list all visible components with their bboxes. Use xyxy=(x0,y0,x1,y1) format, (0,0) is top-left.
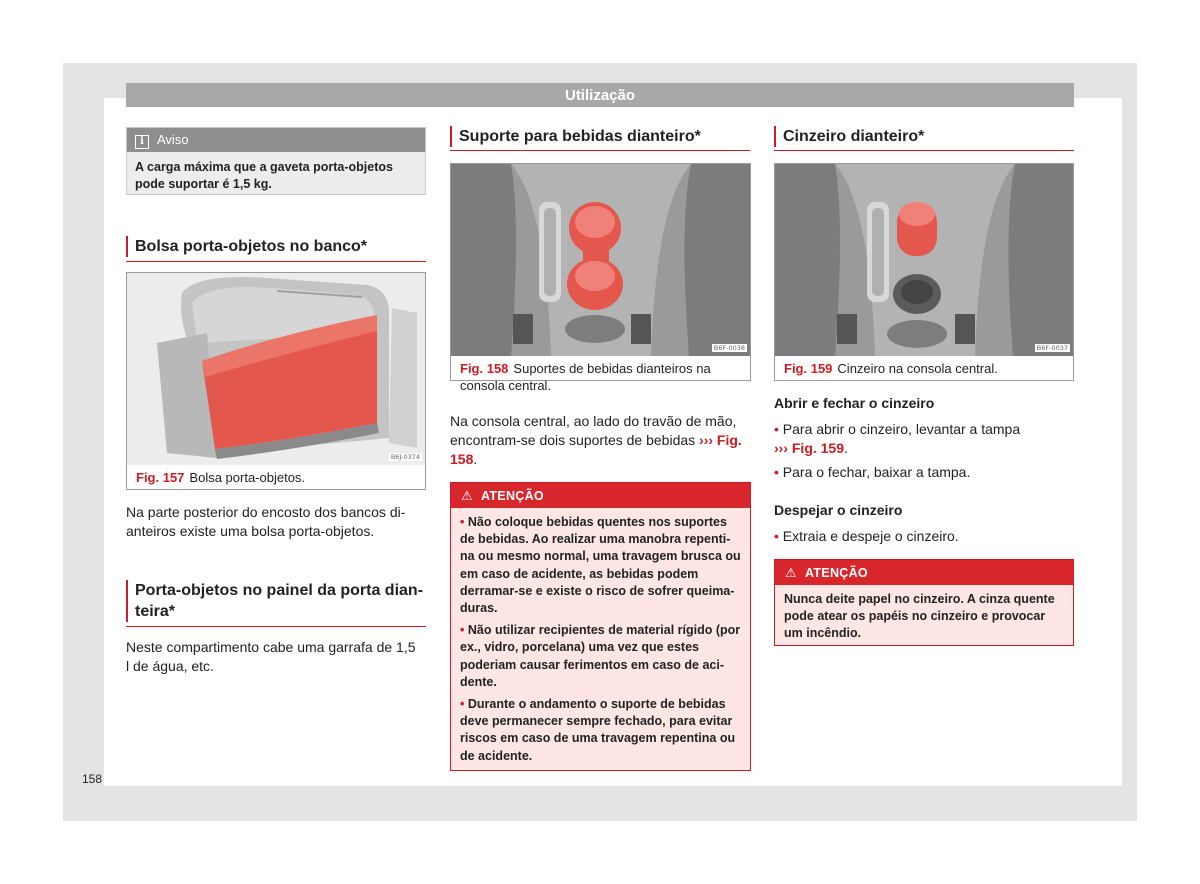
bullet-icon: • xyxy=(774,421,779,437)
chapter-header: Utilização xyxy=(126,83,1074,107)
reference-suffix: . xyxy=(844,440,848,456)
list-item xyxy=(774,527,1074,546)
warning-text: Nunca deite papel no cinzeiro. A cinza quente pode atear os papéis no cinzeiro e provocar um incêndio. xyxy=(784,592,1055,641)
warning-triangle-icon: ⚠ xyxy=(461,488,473,503)
figure-code: B6F-0037 xyxy=(1036,344,1068,352)
figure-caption-text: Cinzeiro na consola central. xyxy=(837,361,998,376)
section-underline xyxy=(126,261,426,262)
figure-number: Fig. 159 xyxy=(784,361,833,376)
reference-suffix: . xyxy=(473,451,478,467)
section-title-cup-holder: Suporte para bebidas dianteiro* xyxy=(450,126,701,147)
section-title-line1: Porta-objetos no painel da porta dian- xyxy=(135,582,424,599)
figure-caption-text: Suportes de bebidas dianteiros na consola central. xyxy=(460,361,711,393)
warning-item-text: Não coloque bebidas quentes nos suportes de bebidas. Ao realizar uma manobra repenti-na ou mesmo normal, uma travagem brusca ou em caso de acidente, as bebidas podem derramar-se e existe o risco de sofrer queima-duras. xyxy=(460,515,741,616)
warning-item xyxy=(460,696,741,765)
bullet-icon: • xyxy=(460,515,465,529)
warning-box-ashtray xyxy=(774,559,1074,646)
info-icon: i xyxy=(135,135,149,149)
section-underline xyxy=(774,150,1074,151)
list-item-text: Para abrir o cinzeiro, levantar a tampa xyxy=(782,421,1021,437)
figure-number: Fig. 157 xyxy=(136,470,185,485)
bullet-icon: • xyxy=(460,697,465,712)
warning-item-text: Durante o andamento o suporte de bebidas deve permanecer sempre fechado, para evitar riscos em caso de uma travagem repentina ou de acidente. xyxy=(460,697,736,763)
figure-code: B6J-0374 xyxy=(390,453,420,461)
warning-box-cup-holder xyxy=(450,482,751,771)
bullet-icon: • xyxy=(460,623,465,638)
figure-caption xyxy=(136,469,420,486)
body-text-door-pocket: Neste compartimento cabe uma garrafa de 1,5 l de água, etc. xyxy=(126,639,416,674)
note-text: A carga máxima que a gaveta porta-objetos pode suportar é 1,5 kg. xyxy=(135,160,393,191)
figure-caption xyxy=(460,360,744,394)
note-title: Aviso xyxy=(157,132,189,147)
note-header xyxy=(127,128,425,152)
note-box xyxy=(126,127,426,195)
figure-number: Fig. 158 xyxy=(460,361,509,376)
section-title-seat-pocket: Bolsa porta-objetos no banco* xyxy=(126,236,367,257)
body-text-cup-holder xyxy=(450,412,750,469)
ashtray-illustration xyxy=(775,164,1073,356)
figure-ashtray xyxy=(774,163,1074,381)
cup-holder-illustration xyxy=(451,164,750,356)
bullet-icon: • xyxy=(774,464,779,480)
warning-header xyxy=(451,483,750,508)
warning-item-text: Não utilizar recipientes de material rígido (por ex., vidro, porcelana) uma vez que estes poderiam causar ferimentos em caso de aci-dente. xyxy=(460,623,741,689)
section-title-ashtray: Cinzeiro dianteiro* xyxy=(774,126,924,147)
body-text: Na consola central, ao lado do travão de mão, encontram-se dois suportes de bebidas xyxy=(450,413,737,448)
body-text-seat-pocket: Na parte posterior do encosto dos bancos di-anteiros existe uma bolsa porta-objetos. xyxy=(126,504,406,539)
list-item-text: Extraia e despeje o cinzeiro. xyxy=(782,528,959,544)
figure-seat-pocket xyxy=(126,272,426,490)
section-underline xyxy=(450,150,750,151)
warning-triangle-icon: ⚠ xyxy=(785,565,797,580)
warning-header xyxy=(775,560,1073,585)
figure-cup-holder xyxy=(450,163,751,393)
seat-pocket-illustration xyxy=(127,273,425,465)
list-item xyxy=(774,420,1074,458)
warning-title: ATENÇÃO xyxy=(480,489,544,503)
list-item-text: Para o fechar, baixar a tampa. xyxy=(782,464,971,480)
section-underline xyxy=(126,626,426,627)
list-item xyxy=(774,463,1074,482)
warning-item xyxy=(460,622,741,691)
bullet-icon: • xyxy=(774,528,779,544)
warning-body xyxy=(451,508,750,775)
section-title-door-pocket xyxy=(126,580,425,622)
section-title-line2: teira* xyxy=(135,603,176,620)
subheading-open-close: Abrir e fechar o cinzeiro xyxy=(774,395,935,411)
figure-caption-text: Bolsa porta-objetos. xyxy=(189,470,306,485)
figure-code: B6F-0038 xyxy=(713,344,745,352)
figure-reference-link[interactable]: ››› Fig. 158 xyxy=(450,432,742,467)
warning-title: ATENÇÃO xyxy=(804,566,868,580)
page-number: 158 xyxy=(82,772,103,786)
figure-caption xyxy=(784,360,1068,377)
warning-item xyxy=(460,514,741,617)
subheading-empty: Despejar o cinzeiro xyxy=(774,502,903,518)
figure-reference-link[interactable]: ››› Fig. 159 xyxy=(774,440,845,456)
